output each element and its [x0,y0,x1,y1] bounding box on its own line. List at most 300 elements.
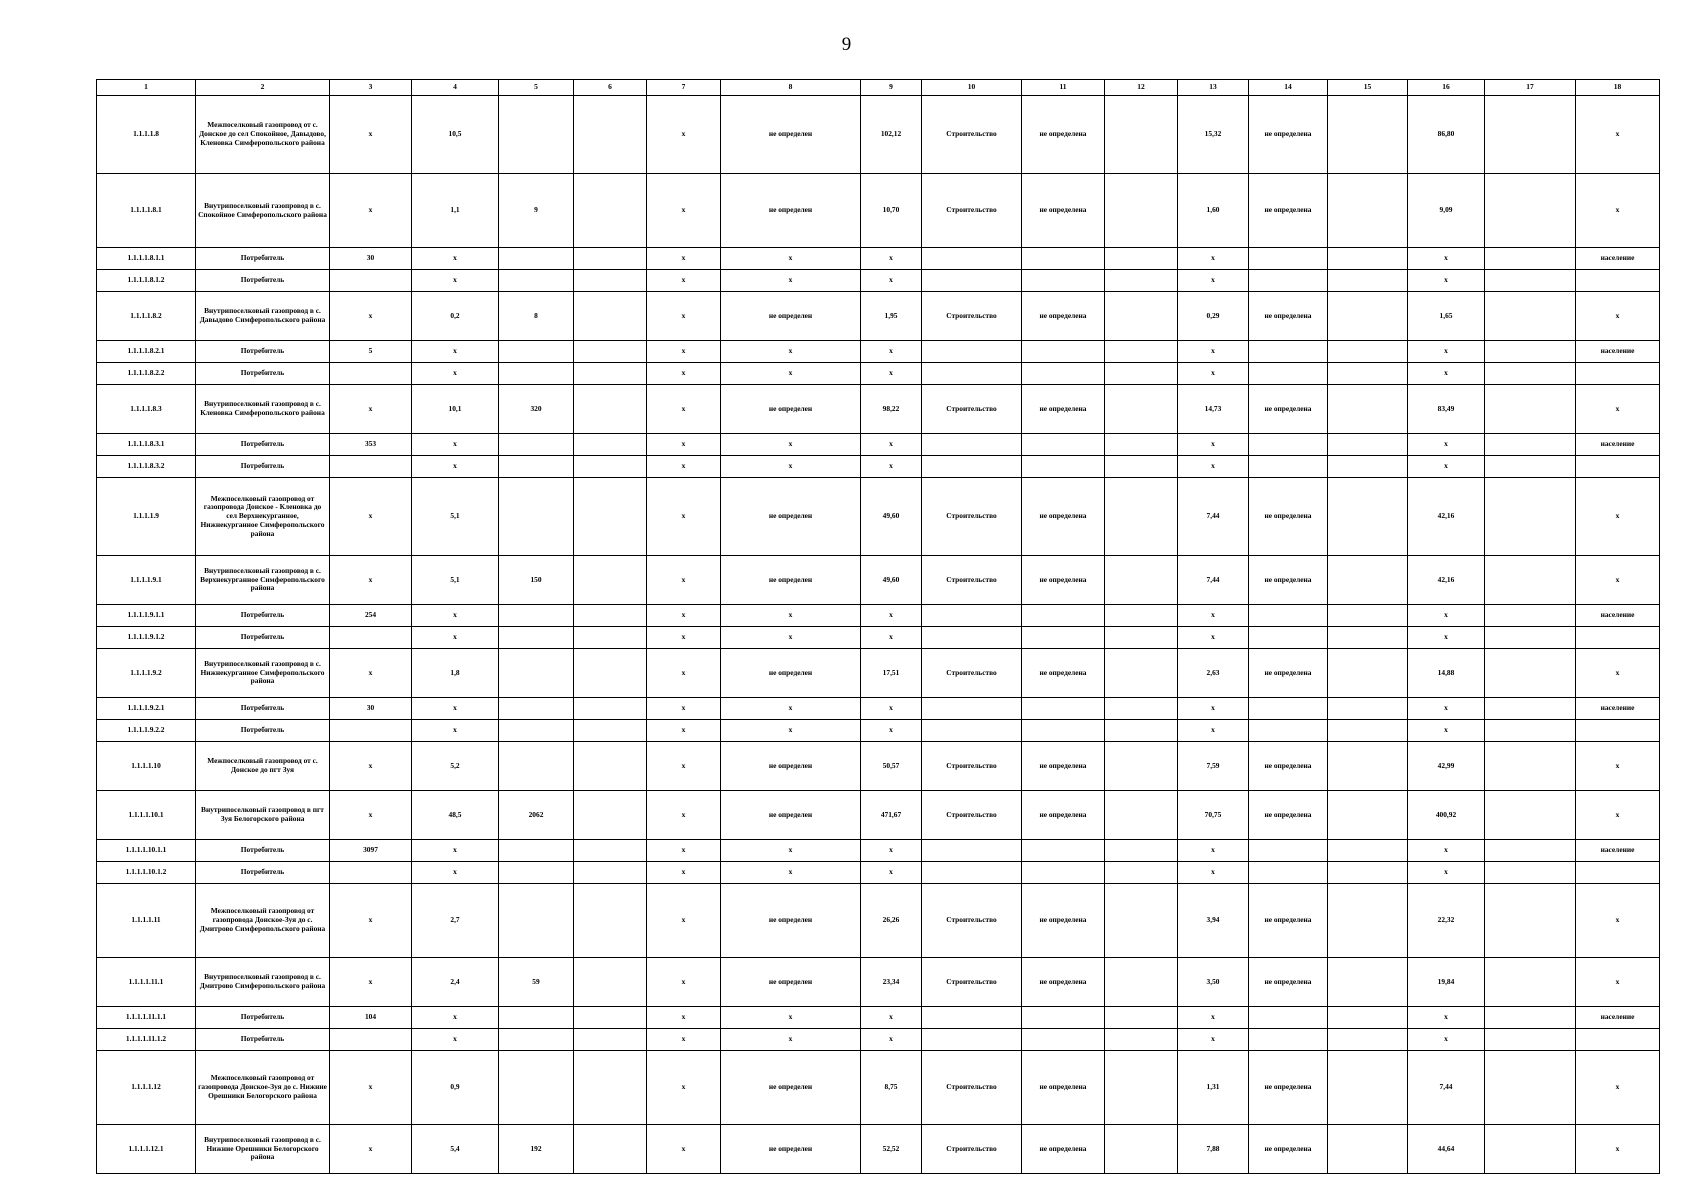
table-cell [922,1007,1022,1029]
data-table-wrapper [96,79,1659,1174]
table-cell: х [721,434,861,456]
table-cell [330,862,412,884]
table-cell: не определена [1249,478,1328,556]
table-cell [1576,363,1660,385]
table-cell: 5,4 [412,1125,499,1174]
table-cell: не определена [1022,292,1105,341]
table-cell [1485,720,1576,742]
table-cell: 0,9 [412,1051,499,1125]
table-cell: 1,95 [861,292,922,341]
table-cell [922,627,1022,649]
table-cell [1249,605,1328,627]
table-cell [1328,627,1408,649]
table-cell [499,341,574,363]
table-row [97,174,1660,248]
table-cell [499,862,574,884]
table-cell [1105,96,1178,174]
table-cell: х [647,698,721,720]
table-cell: Строительство [922,1125,1022,1174]
page-number: 9 [841,34,852,55]
table-cell [574,174,647,248]
table-cell [574,605,647,627]
table-cell [1249,720,1328,742]
table-cell [1105,791,1178,840]
row-code-cell: 1.1.1.1.8.1.1 [97,248,196,270]
table-cell [922,698,1022,720]
table-cell: х [861,434,922,456]
table-cell: Строительство [922,96,1022,174]
table-cell [1022,1029,1105,1051]
row-code-cell: 1.1.1.1.10.1.1 [97,840,196,862]
table-cell: х [1576,649,1660,698]
table-cell: 30 [330,698,412,720]
table-cell: не определен [721,96,861,174]
table-cell [1022,434,1105,456]
table-cell: х [1178,627,1249,649]
table-cell: не определен [721,1125,861,1174]
table-cell: х [1576,556,1660,605]
table-cell [1485,341,1576,363]
table-cell [1105,742,1178,791]
table-cell: х [412,341,499,363]
table-cell: х [1576,742,1660,791]
table-cell [1105,605,1178,627]
table-cell [574,292,647,341]
table-cell [1485,96,1576,174]
table-cell [922,270,1022,292]
header-cell: 13 [1178,80,1249,96]
header-cell: 15 [1328,80,1408,96]
table-cell [1485,292,1576,341]
table-cell: х [1178,434,1249,456]
table-cell [1485,840,1576,862]
table-cell: 19,84 [1408,958,1485,1007]
table-row [97,1007,1660,1029]
table-cell: 7,88 [1178,1125,1249,1174]
table-cell: х [647,1007,721,1029]
table-cell [1105,270,1178,292]
row-name-cell: Межпоселковый газопровод от газопровода Донское - Кленовка до сел Верхнекурганное, Нижнекурганное Симферопольского района [196,478,330,556]
table-cell [1485,1029,1576,1051]
table-cell [1105,1125,1178,1174]
table-cell [1249,1029,1328,1051]
table-cell: х [1576,174,1660,248]
table-cell [499,248,574,270]
row-code-cell: 1.1.1.1.8.2.2 [97,363,196,385]
table-cell [1576,456,1660,478]
table-cell [1328,456,1408,478]
table-cell: 0,2 [412,292,499,341]
row-code-cell: 1.1.1.1.11.1.2 [97,1029,196,1051]
row-name-cell: Потребитель [196,1007,330,1029]
table-cell [574,385,647,434]
table-cell: х [330,649,412,698]
row-code-cell: 1.1.1.1.9 [97,478,196,556]
table-cell: 3,94 [1178,884,1249,958]
table-cell [574,698,647,720]
table-cell: 150 [499,556,574,605]
header-cell: 9 [861,80,922,96]
table-cell [1576,627,1660,649]
table-cell [1105,248,1178,270]
header-cell: 4 [412,80,499,96]
table-cell: х [1178,862,1249,884]
row-name-cell: Потребитель [196,1029,330,1051]
table-cell: не определена [1022,96,1105,174]
table-cell [1328,385,1408,434]
table-cell [1328,605,1408,627]
table-cell: не определена [1022,1125,1105,1174]
table-cell: х [721,270,861,292]
table-cell: х [1178,363,1249,385]
table-cell: 5,2 [412,742,499,791]
table-cell [1485,627,1576,649]
table-cell [574,720,647,742]
table-cell: 10,70 [861,174,922,248]
table-cell [1576,720,1660,742]
data-table [96,79,1660,1174]
header-cell: 14 [1249,80,1328,96]
table-cell [499,884,574,958]
row-name-cell: Потребитель [196,698,330,720]
table-cell: 3097 [330,840,412,862]
table-cell [1249,840,1328,862]
row-name-cell: Потребитель [196,840,330,862]
row-code-cell: 1.1.1.1.12 [97,1051,196,1125]
header-cell: 11 [1022,80,1105,96]
table-cell: 26,26 [861,884,922,958]
row-name-cell: Потребитель [196,720,330,742]
table-cell: не определен [721,385,861,434]
table-cell [1328,958,1408,1007]
table-cell: не определена [1249,96,1328,174]
table-cell: х [330,96,412,174]
row-code-cell: 1.1.1.1.11.1 [97,958,196,1007]
table-cell [1249,456,1328,478]
table-cell: не определена [1249,1125,1328,1174]
row-name-cell: Межпоселковый газопровод от с. Донское до пгт Зуя [196,742,330,791]
table-cell: 5,1 [412,478,499,556]
table-row [97,248,1660,270]
table-cell: 7,59 [1178,742,1249,791]
table-cell: Строительство [922,742,1022,791]
table-cell: не определен [721,478,861,556]
row-name-cell: Потребитель [196,605,330,627]
table-cell: х [721,605,861,627]
table-cell: х [861,627,922,649]
table-cell [1105,385,1178,434]
table-cell [1485,434,1576,456]
table-cell: х [412,605,499,627]
table-cell [1576,862,1660,884]
table-cell [1105,363,1178,385]
row-name-cell: Внутрипоселковый газопровод в пгт Зуя Белогорского района [196,791,330,840]
table-cell: х [647,248,721,270]
table-cell: х [647,1125,721,1174]
table-row [97,556,1660,605]
table-cell: не определен [721,742,861,791]
table-cell [499,720,574,742]
table-cell [1105,478,1178,556]
table-cell [574,840,647,862]
table-cell: х [1408,341,1485,363]
table-cell: 22,32 [1408,884,1485,958]
table-cell [1105,649,1178,698]
table-cell [1485,456,1576,478]
table-cell: 1,1 [412,174,499,248]
table-cell: х [330,292,412,341]
table-cell: 98,22 [861,385,922,434]
table-cell: х [1576,385,1660,434]
table-cell: х [1408,627,1485,649]
table-cell: х [861,862,922,884]
table-cell [1485,791,1576,840]
table-cell: х [1408,248,1485,270]
table-cell: 70,75 [1178,791,1249,840]
table-cell [922,862,1022,884]
header-cell: 17 [1485,80,1576,96]
table-cell: не определена [1249,385,1328,434]
row-name-cell: Внутрипоселковый газопровод в с. Нижнекурганное Симферопольского района [196,649,330,698]
table-cell [1485,605,1576,627]
table-cell [499,698,574,720]
header-cell: 10 [922,80,1022,96]
table-cell [574,1007,647,1029]
table-cell: х [1408,605,1485,627]
row-code-cell: 1.1.1.1.9.1.1 [97,605,196,627]
table-cell: население [1576,605,1660,627]
table-cell: 10,5 [412,96,499,174]
table-cell [1328,341,1408,363]
row-name-cell: Внутрипоселковый газопровод в с. Верхнекурганное Симферопольского района [196,556,330,605]
table-cell: Строительство [922,1051,1022,1125]
row-code-cell: 1.1.1.1.9.1 [97,556,196,605]
table-cell: х [1178,270,1249,292]
row-name-cell: Потребитель [196,363,330,385]
table-cell: х [721,720,861,742]
table-cell: х [1408,1007,1485,1029]
table-cell [1249,434,1328,456]
table-cell: х [647,385,721,434]
table-cell: 42,16 [1408,478,1485,556]
table-cell: 400,92 [1408,791,1485,840]
table-cell: х [1178,248,1249,270]
table-cell: 49,60 [861,556,922,605]
table-cell: не определена [1022,884,1105,958]
table-cell [1105,840,1178,862]
table-row [97,456,1660,478]
table-cell: х [1576,292,1660,341]
table-cell: 1,8 [412,649,499,698]
table-cell [1328,1051,1408,1125]
table-cell: не определен [721,174,861,248]
table-cell [1022,363,1105,385]
row-code-cell: 1.1.1.1.8.1.2 [97,270,196,292]
table-cell: 2,4 [412,958,499,1007]
table-row [97,1051,1660,1125]
table-cell: х [330,884,412,958]
table-cell: х [647,96,721,174]
table-cell: 42,99 [1408,742,1485,791]
row-name-cell: Потребитель [196,862,330,884]
table-cell: 86,80 [1408,96,1485,174]
table-cell [1105,958,1178,1007]
table-cell: х [647,363,721,385]
table-cell [499,627,574,649]
table-cell: х [861,1029,922,1051]
table-cell: х [1178,456,1249,478]
table-cell: 17,51 [861,649,922,698]
header-row [97,80,1660,96]
table-cell: х [721,627,861,649]
header-cell: 5 [499,80,574,96]
table-cell: население [1576,1007,1660,1029]
table-cell: х [412,248,499,270]
table-cell: Строительство [922,385,1022,434]
table-cell: х [647,958,721,1007]
table-cell [574,1051,647,1125]
table-cell: х [412,270,499,292]
table-cell: х [412,434,499,456]
table-cell [330,1029,412,1051]
table-row [97,363,1660,385]
table-cell: не определена [1249,958,1328,1007]
table-cell [1576,270,1660,292]
table-cell: 1,65 [1408,292,1485,341]
table-cell: не определена [1249,742,1328,791]
table-cell: 83,49 [1408,385,1485,434]
table-cell [499,840,574,862]
table-cell [1022,862,1105,884]
table-cell [1485,556,1576,605]
table-cell: 7,44 [1408,1051,1485,1125]
table-cell: х [861,605,922,627]
table-cell: х [1408,434,1485,456]
row-code-cell: 1.1.1.1.8.3 [97,385,196,434]
table-cell [1022,248,1105,270]
table-cell [1249,341,1328,363]
table-cell [1022,840,1105,862]
table-cell [1328,174,1408,248]
table-row [97,627,1660,649]
table-cell [499,1029,574,1051]
table-cell [922,248,1022,270]
table-cell [1328,791,1408,840]
table-cell: не определена [1022,478,1105,556]
table-cell [1249,627,1328,649]
table-cell [1328,742,1408,791]
table-cell [1022,456,1105,478]
table-cell: х [647,174,721,248]
table-cell: не определена [1022,649,1105,698]
table-cell: х [330,1051,412,1125]
row-code-cell: 1.1.1.1.8.1 [97,174,196,248]
table-cell [574,363,647,385]
table-cell: х [1408,720,1485,742]
table-row [97,1029,1660,1051]
table-cell: Строительство [922,478,1022,556]
table-cell [922,840,1022,862]
table-cell [574,341,647,363]
table-row [97,649,1660,698]
table-cell: 104 [330,1007,412,1029]
table-cell: х [1178,720,1249,742]
table-cell [922,456,1022,478]
table-cell: х [647,720,721,742]
table-row [97,862,1660,884]
table-row [97,385,1660,434]
table-cell: Строительство [922,649,1022,698]
table-row [97,791,1660,840]
table-cell [330,270,412,292]
table-cell [1249,1007,1328,1029]
table-cell [922,720,1022,742]
table-cell: х [721,248,861,270]
table-cell [1249,862,1328,884]
table-cell: х [721,862,861,884]
table-cell [1249,363,1328,385]
table-cell: х [330,791,412,840]
table-cell [574,96,647,174]
table-cell [1022,270,1105,292]
table-cell: х [647,840,721,862]
table-cell [1485,1007,1576,1029]
table-cell: х [412,720,499,742]
table-cell: х [647,742,721,791]
table-cell [499,363,574,385]
row-name-cell: Межпоселковый газопровод от с. Донское до сел Спокойное, Давыдово, Кленовка Симферопольского района [196,96,330,174]
header-cell: 3 [330,80,412,96]
table-cell: 8,75 [861,1051,922,1125]
table-cell [574,478,647,556]
table-cell [922,1029,1022,1051]
row-code-cell: 1.1.1.1.11.1.1 [97,1007,196,1029]
table-cell: х [1408,862,1485,884]
table-cell [1328,248,1408,270]
row-name-cell: Внутрипоселковый газопровод в с. Давыдово Симферопольского района [196,292,330,341]
table-cell: х [330,478,412,556]
table-cell [499,1051,574,1125]
table-cell: население [1576,341,1660,363]
table-cell: х [721,840,861,862]
table-cell: х [721,1007,861,1029]
table-cell: х [330,958,412,1007]
table-cell: х [412,698,499,720]
table-cell [574,456,647,478]
table-cell: не определен [721,791,861,840]
table-cell [1022,1007,1105,1029]
table-cell [499,1007,574,1029]
table-cell: 7,44 [1178,556,1249,605]
table-cell [330,627,412,649]
table-cell: не определена [1249,556,1328,605]
table-cell [574,862,647,884]
table-cell: не определена [1022,1051,1105,1125]
table-cell [499,434,574,456]
table-cell: 10,1 [412,385,499,434]
table-cell [330,720,412,742]
table-cell: 102,12 [861,96,922,174]
table-cell: 9 [499,174,574,248]
table-cell [1328,1125,1408,1174]
table-cell: х [861,270,922,292]
table-cell: х [1576,884,1660,958]
table-cell: х [647,434,721,456]
table-cell [1485,698,1576,720]
table-cell: х [1576,1051,1660,1125]
table-cell: х [412,627,499,649]
table-row [97,270,1660,292]
